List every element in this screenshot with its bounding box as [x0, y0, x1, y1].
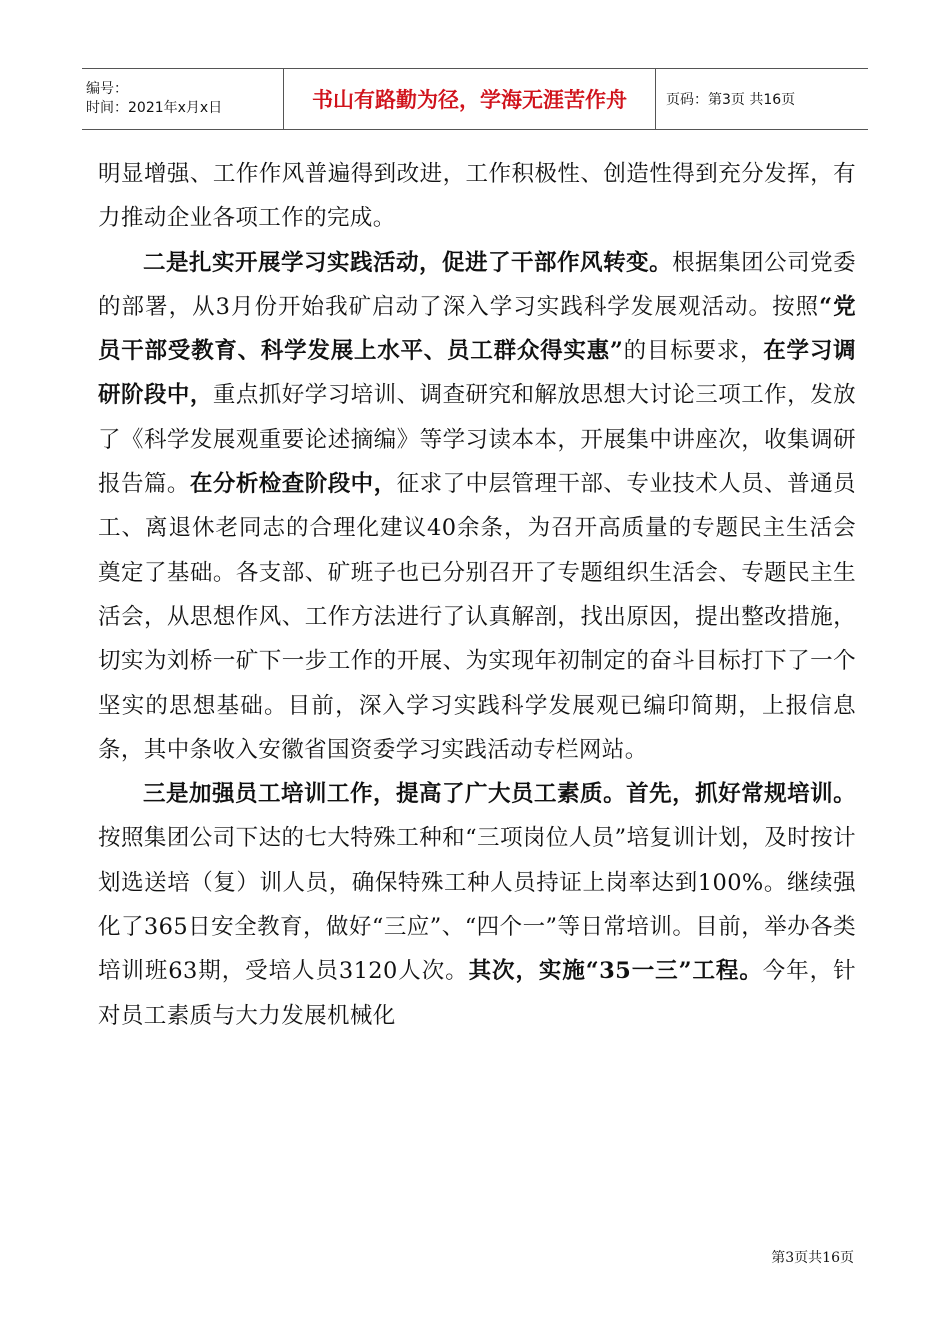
- document-date-label: 时间：2021年x月x日: [86, 100, 223, 116]
- paragraph-3-text-1: 按照集团公司下达的七大特殊工种和“三项岗位人员”培复训计划，及时按计划选送培（复）训人员，确保特殊工种人员持证上岗率达到100%。继续强化了365日安全教育，做好“三应”、“四个一”等日常培训。目前，举办各类培训班63期，受培人员3120人次。: [98, 825, 856, 985]
- page-header: [82, 68, 868, 130]
- paragraph-2: [98, 241, 856, 773]
- paragraph-2-heading: 二是扎实开展学习实践活动，促进了干部作风转变。: [143, 249, 673, 276]
- paragraph-2-phase-2: 在分析检查阶段中，: [189, 471, 397, 498]
- document-body: [98, 152, 856, 1038]
- document-number-label: 编号：: [86, 81, 128, 97]
- motto-text: 书山有路勤为径，学海无涯苦作舟: [312, 88, 627, 112]
- paragraph-1: [98, 152, 856, 241]
- paragraph-2-text-2: 的目标要求，: [623, 338, 764, 365]
- header-page-info: [656, 69, 868, 129]
- paragraph-2-text-4: 征求了中层管理干部、专业技术人员、普通员工、离退休老同志的合理化建议40余条，为召开高质量的专题民主生活会奠定了基础。各支部、矿班子也已分别召开了专题组织生活会、专题民主生活会，从思想作风、工作方法进行了认真解剖，找出原因，提出整改措施，切实为刘桥一矿下一步工作的开展、为实现年初制定的奋斗目标打下了一个坚实的思想基础。目前，深入学习实践科学发展观已编印简期，上报信息条，其中条收入安徽省国资委学习实践活动专栏网站。: [98, 471, 856, 763]
- footer-page-number: 第3页共16页: [771, 1250, 854, 1266]
- paragraph-3-heading: 三是加强员工培训工作，提高了广大员工素质。首先，抓好常规培训。: [143, 781, 856, 808]
- paragraph-3-text-2: 今年，针对员工素质与大力发展机械化: [98, 958, 857, 1029]
- paragraph-2-text-3: 重点抓好学习培训、调查研究和解放思想大讨论三项工作，发放了《科学发展观重要论述摘编》等学习读本本，开展集中讲座次，收集调研报告篇。: [98, 382, 856, 498]
- paragraph-2-slogan: “党员干部受教育、科学发展上水平、员工群众得实惠”: [98, 293, 856, 365]
- header-page-number: 页码：第3页 共16页: [666, 92, 796, 108]
- paragraph-2-phase-1: 在学习调研阶段中，: [98, 338, 856, 409]
- paragraph-2-text-1: 根据集团公司党委的部署，从3月份开始我矿启动了深入学习实践科学发展观活动。按照: [98, 249, 857, 320]
- paragraph-3-subheading: 其次，实施“35一三”工程。: [468, 958, 763, 985]
- header-meta: [82, 69, 284, 129]
- paragraph-1-text: 明显增强、工作作风普遍得到改进，工作积极性、创造性得到充分发挥，有力推动企业各项工作的完成。: [98, 161, 856, 232]
- header-motto: [284, 69, 656, 129]
- page-footer: [771, 1247, 854, 1267]
- paragraph-3: [98, 772, 856, 1038]
